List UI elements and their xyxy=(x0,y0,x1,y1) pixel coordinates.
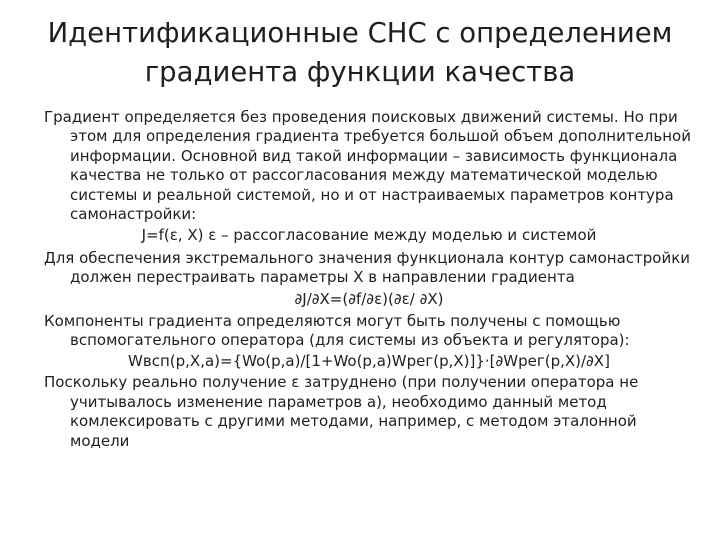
formula-auxiliary-operator: Wвсп(p,X,a)={Wo(p,a)/[1+Wo(p,a)Wрег(p,X)]}·[∂Wрег(p,X)/∂X] xyxy=(128,351,610,370)
formula-quality-functional: J=f(ε, X) ε – рассогласование между моделью и системой xyxy=(141,226,597,245)
paragraph-extremum-condition: Для обеспечения экстремального значения функционала контур самонастройки должен перестраивать параметры Х в направлении градиента xyxy=(44,248,691,287)
paragraph-auxiliary-operator: Компоненты градиента определяются могут быть получены с помощью вспомогательного оператора (для системы из объекта и регулятора): xyxy=(44,312,630,350)
formula-gradient: ∂J/∂X=(∂f/∂ε)(∂ε/ ∂X) xyxy=(294,289,444,308)
slide-title-line-2: градиента функции качества xyxy=(144,56,576,88)
slide-title xyxy=(20,14,700,92)
slide-title-line-1: Идентификационные СНС с определением xyxy=(47,17,673,49)
paragraph-gradient-definition: Градиент определяется без проведения поисковых движений системы. Но при этом для определения градиента требуется большой объем дополнительной информации. Основной вид такой информации – зависимость функционала качества не только от рассогласования между математической моделью системы и реальной системой, но и от настраиваемых параметров контура самонастройки: xyxy=(44,108,691,224)
slide-body xyxy=(44,108,694,451)
paragraph-conclusion: Поскольку реально получение ε затруднено (при получении оператора не учитывалось изменение параметров а), необходимо данный метод комлексировать с другими методами, например, с методом эталонной модели xyxy=(44,373,639,450)
